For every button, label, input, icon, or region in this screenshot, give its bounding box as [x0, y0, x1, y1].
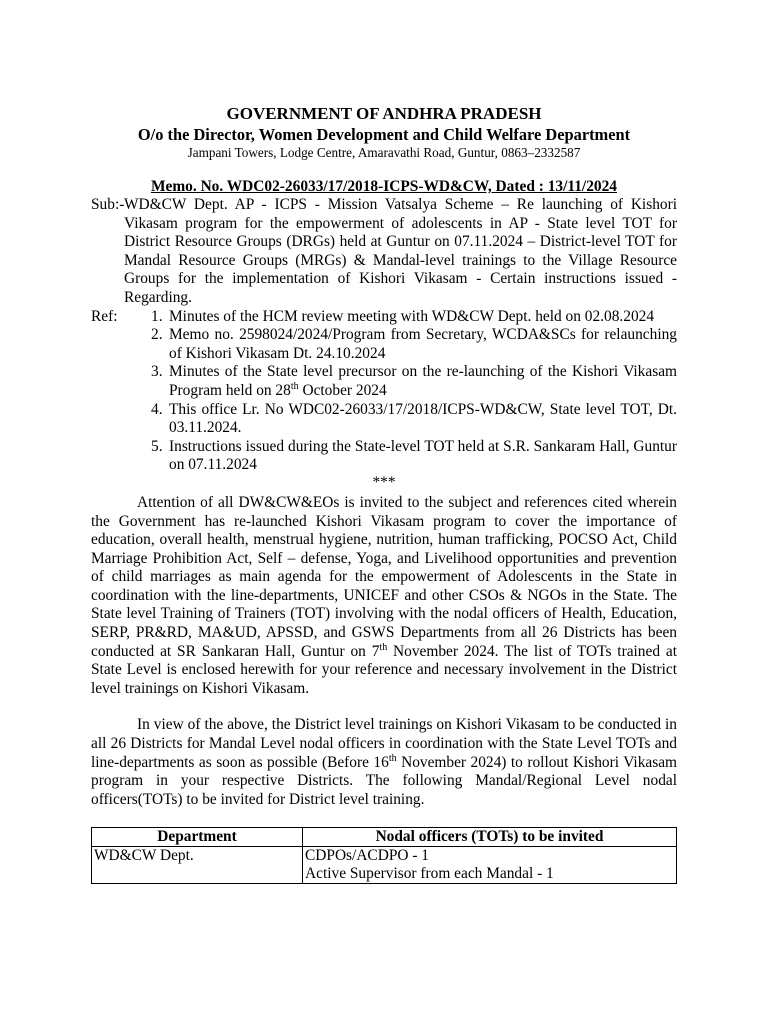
reference-text: October 2024: [298, 381, 387, 399]
officer-line: CDPOs/ACDPO - 1: [305, 847, 430, 865]
paragraph-text: In view of the above, the District level trainings on Kishori Vikasam to be conducted in all 26 Districts for Mandal Level nodal officers in coordination with the State Level TOTs and line-departments as soon as possible (Before 16: [91, 716, 677, 771]
references-label: Ref:: [91, 307, 118, 325]
separator: ***: [372, 473, 396, 491]
superscript: th: [290, 380, 299, 392]
reference-text: Minutes of the State level precursor on the re-launching of the Kishori Vikasam Program held on 28: [169, 363, 677, 399]
reference-item: Minutes of the HCM review meeting with WD&CW Dept. held on 02.08.2024: [169, 307, 655, 325]
header-government: GOVERNMENT OF ANDHRA PRADESH: [226, 104, 542, 123]
body-paragraph: [91, 716, 677, 809]
memo-document: [91, 103, 677, 884]
superscript: th: [379, 641, 388, 653]
table-cell-officers: [303, 847, 677, 884]
paragraph-text: November 2024) to rollout Kishori Vikasam program in your respective Districts. The following Mandal/Regional Level nodal officers(TOTs) to be invited for District level training.: [91, 753, 678, 808]
officer-line: Active Supervisor from each Mandal - 1: [305, 865, 554, 883]
references-block: [91, 308, 677, 475]
references-list: [141, 308, 677, 475]
superscript: th: [388, 752, 397, 764]
header-address: Jampani Towers, Lodge Centre, Amaravathi Road, Guntur, 0863–2332587: [187, 145, 581, 160]
body-paragraph: [91, 494, 677, 699]
column-header-officers: Nodal officers (TOTs) to be invited: [303, 828, 677, 847]
reference-item: Instructions issued during the State-level TOT held at S.R. Sankaram Hall, Guntur on 07.11.2024: [169, 437, 677, 474]
paragraph-text: November 2024. The list of TOTs trained at State Level is enclosed herewith for your reference and necessary involvement in the District level trainings on Kishori Vikasam.: [91, 642, 677, 697]
reference-item: [169, 363, 677, 400]
header-office: O/o the Director, Women Development and Child Welfare Department: [137, 125, 631, 144]
memo-number: Memo. No. WDC02-26033/17/2018-ICPS-WD&CW, Dated : 13/11/2024: [151, 178, 617, 195]
column-header-department: Department: [92, 828, 303, 847]
nodal-officers-table: [91, 827, 677, 884]
table-header-row: [92, 828, 677, 847]
reference-item: Memo no. 2598024/2024/Program from Secretary, WCDA&SCs for relaunching of Kishori Vikasam Dt. 24.10.2024: [169, 326, 677, 362]
table-row: [92, 847, 677, 884]
paragraph-text: Attention of all DW&CW&EOs is invited to the subject and references cited wherein the Government has re-launched Kishori Vikasam program to cover the importance of education, overall health, menstrual hygiene, nutrition, human trafficking, POCSO Act, Child Marriage Prohibition Act, Self – defense, Yoga, and Livelihood opportunities and prevention of child marriages as main agenda for the empowerment of Adolescents in the State in coordination with the line-departments, UNICEF and other CSOs & NGOs in the State. The State level Training of Trainers (TOT) involving with the nodal officers of Health, Education, SERP, PR&RD, MA&UD, APSSD, and GSWS Departments from all 26 Districts has been conducted at SR Sankaran Hall, Guntur on 7: [91, 493, 677, 660]
subject-label: Sub:-: [91, 196, 125, 213]
reference-item: This office Lr. No WDC02-26033/17/2018/ICPS-WD&CW, State level TOT, Dt. 03.11.2024.: [169, 400, 677, 437]
subject-block: [91, 196, 677, 308]
subject-text: WD&CW Dept. AP - ICPS - Mission Vatsalya Scheme – Re launching of Kishori Vikasam program for the empowerment of adolescents in AP - State level TOT for District Resource Groups (DRGs) held at Guntur on 07.11.2024 – District-level TOT for Mandal Resource Groups (MRGs) & Mandal-level trainings to the Village Resource Groups for the implementation of Kishori Vikasam - Certain instructions issued - Regarding.: [124, 196, 677, 306]
table-cell-department: WD&CW Dept.: [92, 847, 303, 884]
